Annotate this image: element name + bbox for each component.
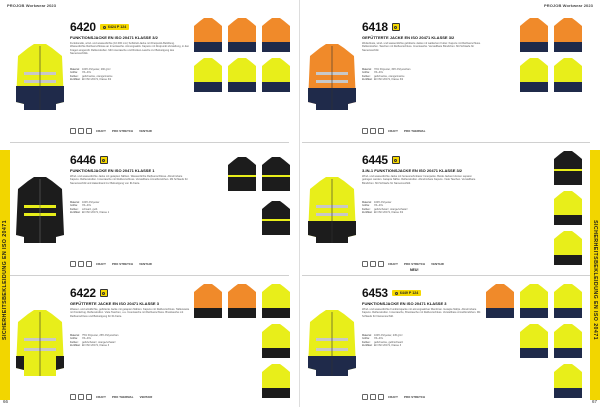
logo-ventair: VENTAIR (139, 262, 152, 266)
logo-craft: CRAFT (388, 129, 398, 133)
cert-badge: 6449 P 124 (392, 290, 421, 296)
logo-row (362, 394, 427, 400)
iron-care-icon (378, 394, 384, 400)
page-number: 67 (591, 399, 597, 404)
product-subtitle: GEFÜTTERTE JACKE EN ISO 20471 KLASSE 3/2 (362, 35, 455, 40)
product-code: 6453 (362, 286, 388, 300)
bleach-care-icon (370, 261, 376, 267)
product-code: 6420 (70, 20, 96, 34)
variant-jackets-icon (190, 151, 296, 271)
jacket-main-icon (14, 308, 66, 378)
product-subtitle: FUNKTIONSJACKE EN ISO 20471 KLASSE 3 (362, 301, 447, 306)
bleach-care-icon (370, 128, 376, 134)
product-6453 (302, 278, 590, 406)
wash-care-icon (362, 128, 368, 134)
cert-badge: 6424 P 124 (100, 24, 129, 30)
variant-jackets-icon (190, 18, 296, 138)
new-label: NEU! (410, 268, 419, 272)
product-code: 6418 (362, 20, 388, 34)
product-code: 6446 (70, 153, 96, 167)
divider (302, 275, 590, 276)
cert-icon (392, 23, 400, 31)
variant-jackets-icon (482, 284, 588, 404)
product-6418 (302, 12, 590, 140)
variant-jackets-icon (482, 151, 588, 271)
logo-prostretch: PRO STRETCH (403, 395, 426, 399)
jacket-main-icon (306, 308, 358, 378)
product-6445 (302, 145, 590, 273)
bleach-care-icon (78, 261, 84, 267)
divider (302, 142, 590, 143)
logo-row (362, 261, 446, 267)
logo-craft: CRAFT (388, 262, 398, 266)
logo-ventair: VENTAIR (431, 262, 444, 266)
spec-list: Material: 100% Polyester, 245 g/m² Größe: XS–4XL Farben: gelb/marine, gelb/schwarz Zertifikat: EN ISO 20471, Klasse 3 (362, 334, 404, 347)
jacket-main-icon (306, 175, 358, 245)
spec-list: Material: 75% Polyester, 25% Polyurethan Größe: XS–4XL Farben: gelb/schwarz, orange/schwarz Zertifikat: EN ISO 20471, Klasse 3 (70, 334, 119, 347)
divider (10, 275, 289, 276)
variant-jackets-icon (190, 284, 296, 404)
jacket-main-icon (14, 42, 66, 112)
bleach-care-icon (78, 128, 84, 134)
iron-care-icon (378, 261, 384, 267)
logo-prostretch: PRO STRETCH (111, 129, 134, 133)
bleach-care-icon (78, 394, 84, 400)
product-description: Wasser- und winddichte, gefütterte Jacke mit getapten Nähten. Kapuze mit Reißverschluss. Taillenweite mit Kordelzug. Reflexstreifen. Viele Taschen, u.a. Innentasche mit Reißverschluss. Brusttasche mit Reißverschluss und Befestigung für ID-Karte. (70, 308, 190, 318)
iron-care-icon (86, 261, 92, 267)
product-description: Funktionelle, wind- und wasserdichte (10.000 mm) Softshell-Jacke mit Dreipunkt-Belüftung. Wasserdichte Reißverschlüsse an Innentasche. Atmungsaktiv. Kapuze mit Dreipunkt-Verstellung, in den Kragen eingerollt. Reflexstreifen. Mit Innentasche und Rücken-Lasche zur Befestigung des Namensschilds. (70, 42, 190, 56)
spec-list: Material: 70% Polyester, 30% Polyurethan Größe: XS–4XL Farben: gelb/marine, orange/marine Zertifikat: EN ISO 20471, Klasse 3/2 (362, 68, 411, 81)
product-subtitle: GEFÜTTERTE JACKE EN ISO 20471 KLASSE 3 (70, 301, 159, 306)
logo-row (70, 394, 154, 400)
variant-jackets-icon (482, 18, 588, 138)
wash-care-icon (70, 128, 76, 134)
header-brand: PROJOB Workwear 2023 (7, 3, 57, 8)
product-description: Wind- und wasserdichte Jacke mit getapten Nähten. Wasserdichte Reißverschlüsse. Abnehmbare Kapuze. Reflexstreifen. Innentasche mit Reißverschluss. Verstellbare Ärmelbündchen. Mit Schlaufe für Namensschild und Hakenband zur Befestigung von ID-Karte. (70, 175, 188, 185)
bleach-care-icon (370, 394, 376, 400)
product-6422 (10, 278, 298, 406)
right-page (300, 0, 600, 407)
wash-care-icon (362, 261, 368, 267)
wash-care-icon (362, 394, 368, 400)
side-tab-label: SICHERHEITSBEKLEIDUNG EN ISO 20471 (2, 220, 8, 340)
cert-icon (100, 156, 108, 164)
product-subtitle: FUNKTIONSJACKE EN ISO 20471 KLASSE 1 (70, 168, 155, 173)
product-subtitle: FUNKTIONSJACKE EN ISO 20471 KLASSE 3/2 (70, 35, 158, 40)
product-description: Wind- und wasserdichte Jacke mit herausnehmbarer Innenjacke. Beide Jacken können separat getragen werden. Getapte Nähte. Reflexstreifen. Abnehmbare Kapuze. Viele Taschen. Verstellbare Bündchen. Mit Schlaufe für Namensschild. (362, 175, 476, 185)
cert-icon (392, 156, 400, 164)
spec-list: Material: 100% Polyester Größe: XS–4XL Farben: gelb/schwarz, orange/schwarz Zertifikat: EN ISO 20471, Klasse 3/2 (362, 201, 408, 214)
jacket-main-icon (14, 175, 66, 245)
jacket-main-icon (306, 42, 358, 112)
logo-ventair: VENTAIR (139, 129, 152, 133)
logo-row (70, 261, 154, 267)
logo-row (70, 128, 154, 134)
side-tab-label: SICHERHEITSBEKLEIDUNG EN ISO 20471 (592, 220, 598, 340)
logo-prothermal: PRO THERMAL (111, 395, 134, 399)
spec-list: Material: 100% Polyester, 290 g/m² Größe: XS–4XL Farben: gelb/marine, orange/marine Zertifikat: EN ISO 20471, Klasse 3/2 (70, 68, 113, 81)
divider (10, 142, 289, 143)
logo-ventair: VENTAIR (139, 395, 153, 399)
iron-care-icon (86, 128, 92, 134)
cert-icon (100, 289, 108, 297)
spec-list: Material: 100% Polyester Größe: XS–4XL Farben: schwarz, gelb Zertifikat: EN ISO 20471, Klasse 1 (70, 201, 110, 214)
cert-icon (103, 26, 106, 29)
product-subtitle: 3-IN-1 FUNKTIONSJACKE EN ISO 20471 KLASSE 3/2 (362, 168, 463, 173)
logo-craft: CRAFT (96, 395, 106, 399)
logo-prostretch: PRO STRETCH (403, 262, 426, 266)
logo-craft: CRAFT (96, 262, 106, 266)
product-6446 (10, 145, 298, 273)
cert-icon (395, 292, 398, 295)
iron-care-icon (86, 394, 92, 400)
logo-craft: CRAFT (96, 129, 106, 133)
logo-prostretch: PRO STRETCH (111, 262, 134, 266)
iron-care-icon (378, 128, 384, 134)
logo-craft: CRAFT (388, 395, 398, 399)
product-description: Wind- und wasserdichte Funktionsjacke mit atmungsaktiver Membran. Getapte Nähte. Abnehmbare Kapuze. Reflexstreifen. Innentasche, Brusttasche mit Reißverschluss. Verstellbare Ärmelbündchen. Mit Schlaufe für Namensschild. (362, 308, 481, 318)
wash-care-icon (70, 261, 76, 267)
header-brand: PROJOB Workwear 2023 (543, 3, 593, 8)
product-6420 (10, 12, 298, 140)
wash-care-icon (70, 394, 76, 400)
page-number: 66 (3, 399, 9, 404)
logo-prothermal: PRO THERMAL (403, 129, 426, 133)
product-code: 6445 (362, 153, 388, 167)
logo-row (362, 128, 428, 134)
product-description: Wetterfeste, wind- und wasserdichte gefütterte Jacke mit wattiertem Futter. Kapuze mit Reißverschluss. Reflexstreifen. Taschen mit Reißverschluss. Innentasche. Verstellbare Bündchen. Mit Schlaufe für Namensschild. (362, 42, 481, 52)
product-code: 6422 (70, 286, 96, 300)
